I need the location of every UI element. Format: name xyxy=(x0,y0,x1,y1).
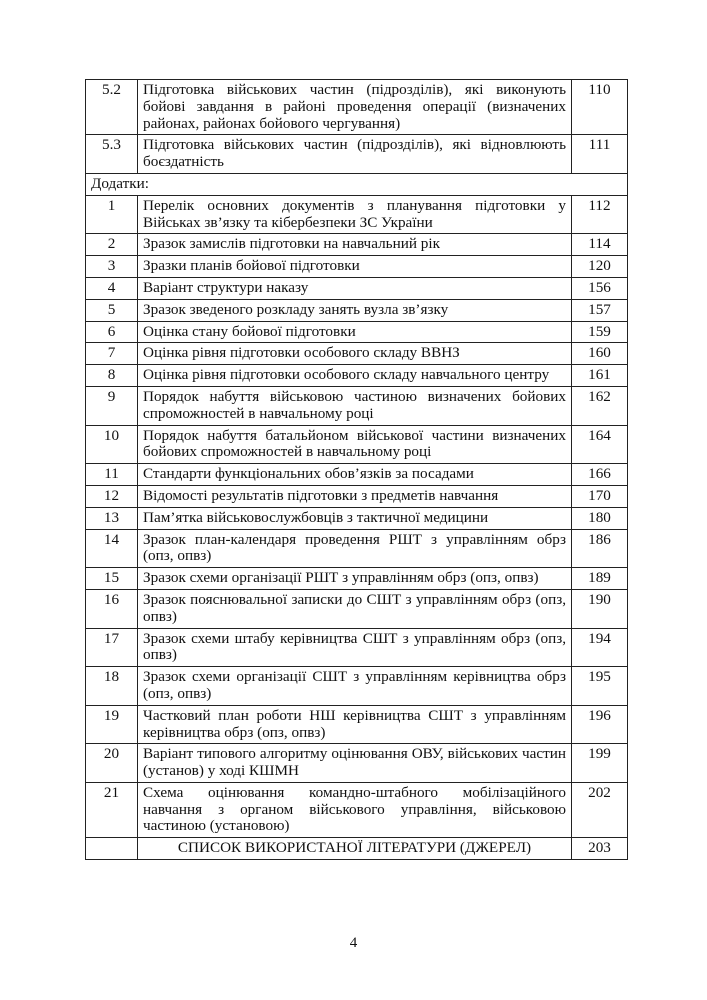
table-row xyxy=(86,277,628,299)
entry-page: 110 xyxy=(572,80,628,135)
entry-page: 190 xyxy=(572,589,628,628)
entry-page: 199 xyxy=(572,744,628,783)
entry-page: 203 xyxy=(572,838,628,860)
table-row xyxy=(86,529,628,568)
entry-title: Зразок план-календаря проведення РШТ з управлінням обрз (опз, опвз) xyxy=(138,529,572,568)
table-row xyxy=(86,343,628,365)
entry-title: Зразок схеми організації РШТ з управлінням обрз (опз, опвз) xyxy=(138,568,572,590)
entry-number xyxy=(86,838,138,860)
entry-title: Частковий план роботи НШ керівництва СШТ з управлінням керівництва обрз (опз, опвз) xyxy=(138,705,572,744)
entry-title: СПИСОК ВИКОРИСТАНОЇ ЛІТЕРАТУРИ (ДЖЕРЕЛ) xyxy=(138,838,572,860)
entry-title: Оцінка рівня підготовки особового складу навчального центру xyxy=(138,365,572,387)
entry-title: Підготовка військових частин (підрозділів), які виконують бойові завдання в районі проведення операції (визначених районах, районах бойового чергування) xyxy=(138,80,572,135)
table-row xyxy=(86,744,628,783)
entry-page: 112 xyxy=(572,195,628,234)
entry-title: Пам’ятка військовослужбовців з тактичної медицини xyxy=(138,507,572,529)
entry-number: 6 xyxy=(86,321,138,343)
entry-title: Підготовка військових частин (підрозділів), які відновлюють боєздатність xyxy=(138,135,572,174)
entry-number: 14 xyxy=(86,529,138,568)
entry-number: 8 xyxy=(86,365,138,387)
table-row xyxy=(86,464,628,486)
entry-number: 21 xyxy=(86,782,138,837)
table-of-contents xyxy=(85,79,628,860)
entry-title: Зразок схеми штабу керівництва СШТ з управлінням обрз (опз, опвз) xyxy=(138,628,572,667)
section-label: Додатки: xyxy=(86,173,628,195)
entry-page: 111 xyxy=(572,135,628,174)
table-row xyxy=(86,667,628,706)
entry-title: Оцінка рівня підготовки особового складу ВВНЗ xyxy=(138,343,572,365)
entry-page: 194 xyxy=(572,628,628,667)
entry-page: 160 xyxy=(572,343,628,365)
table-row xyxy=(86,80,628,135)
entry-number: 2 xyxy=(86,234,138,256)
entry-title: Зразок пояснювальної записки до СШТ з управлінням обрз (опз, опвз) xyxy=(138,589,572,628)
table-row xyxy=(86,386,628,425)
table-row xyxy=(86,705,628,744)
table-row xyxy=(86,782,628,837)
entry-page: 186 xyxy=(572,529,628,568)
entry-title: Зразок замислів підготовки на навчальний рік xyxy=(138,234,572,256)
entry-page: 189 xyxy=(572,568,628,590)
table-row xyxy=(86,838,628,860)
entry-title: Схема оцінювання командно-штабного мобілізаційного навчання з органом військового управління, військовою частиною (установою) xyxy=(138,782,572,837)
entry-title: Оцінка стану бойової підготовки xyxy=(138,321,572,343)
entry-number: 19 xyxy=(86,705,138,744)
entry-title: Порядок набуття військовою частиною визначених бойових спроможностей в навчальному році xyxy=(138,386,572,425)
table-row xyxy=(86,568,628,590)
table-row xyxy=(86,299,628,321)
table-row xyxy=(86,256,628,278)
entry-number: 4 xyxy=(86,277,138,299)
page-number: 4 xyxy=(349,935,358,951)
entry-number: 3 xyxy=(86,256,138,278)
entry-number: 20 xyxy=(86,744,138,783)
entry-number: 5 xyxy=(86,299,138,321)
entry-number: 12 xyxy=(86,485,138,507)
entry-number: 13 xyxy=(86,507,138,529)
table-row xyxy=(86,234,628,256)
entry-page: 195 xyxy=(572,667,628,706)
entry-title: Варіант типового алгоритму оцінювання ОВУ, військових частин (установ) у ході КШМН xyxy=(138,744,572,783)
table-row xyxy=(86,135,628,174)
entry-page: 164 xyxy=(572,425,628,464)
entry-page: 161 xyxy=(572,365,628,387)
entry-title: Стандарти функціональних обов’язків за посадами xyxy=(138,464,572,486)
entry-title: Зразок зведеного розкладу занять вузла зв’язку xyxy=(138,299,572,321)
entry-number: 11 xyxy=(86,464,138,486)
entry-number: 1 xyxy=(86,195,138,234)
entry-number: 17 xyxy=(86,628,138,667)
entry-number: 16 xyxy=(86,589,138,628)
table-row xyxy=(86,365,628,387)
table-row xyxy=(86,589,628,628)
entry-number: 5.3 xyxy=(86,135,138,174)
toc-body xyxy=(86,80,628,860)
entry-title: Зразки планів бойової підготовки xyxy=(138,256,572,278)
entry-number: 18 xyxy=(86,667,138,706)
entry-page: 159 xyxy=(572,321,628,343)
entry-page: 156 xyxy=(572,277,628,299)
entry-number: 9 xyxy=(86,386,138,425)
entry-title: Відомості результатів підготовки з предметів навчання xyxy=(138,485,572,507)
entry-page: 166 xyxy=(572,464,628,486)
entry-title: Варіант структури наказу xyxy=(138,277,572,299)
entry-number: 10 xyxy=(86,425,138,464)
entry-page: 180 xyxy=(572,507,628,529)
entry-page: 170 xyxy=(572,485,628,507)
entry-number: 7 xyxy=(86,343,138,365)
entry-number: 5.2 xyxy=(86,80,138,135)
table-row xyxy=(86,628,628,667)
entry-page: 120 xyxy=(572,256,628,278)
entry-page: 196 xyxy=(572,705,628,744)
table-row xyxy=(86,507,628,529)
entry-title: Перелік основних документів з планування підготовки у Військах зв’язку та кібербезпеки ЗС України xyxy=(138,195,572,234)
entry-title: Порядок набуття батальйоном військової частини визначених бойових спроможностей в навчальному році xyxy=(138,425,572,464)
table-row xyxy=(86,485,628,507)
entry-number: 15 xyxy=(86,568,138,590)
table-row xyxy=(86,321,628,343)
entry-page: 202 xyxy=(572,782,628,837)
entry-page: 162 xyxy=(572,386,628,425)
entry-page: 114 xyxy=(572,234,628,256)
entry-title: Зразок схеми організації СШТ з управлінням керівництва обрз (опз, опвз) xyxy=(138,667,572,706)
table-row xyxy=(86,195,628,234)
table-row xyxy=(86,425,628,464)
section-row xyxy=(86,173,628,195)
entry-page: 157 xyxy=(572,299,628,321)
